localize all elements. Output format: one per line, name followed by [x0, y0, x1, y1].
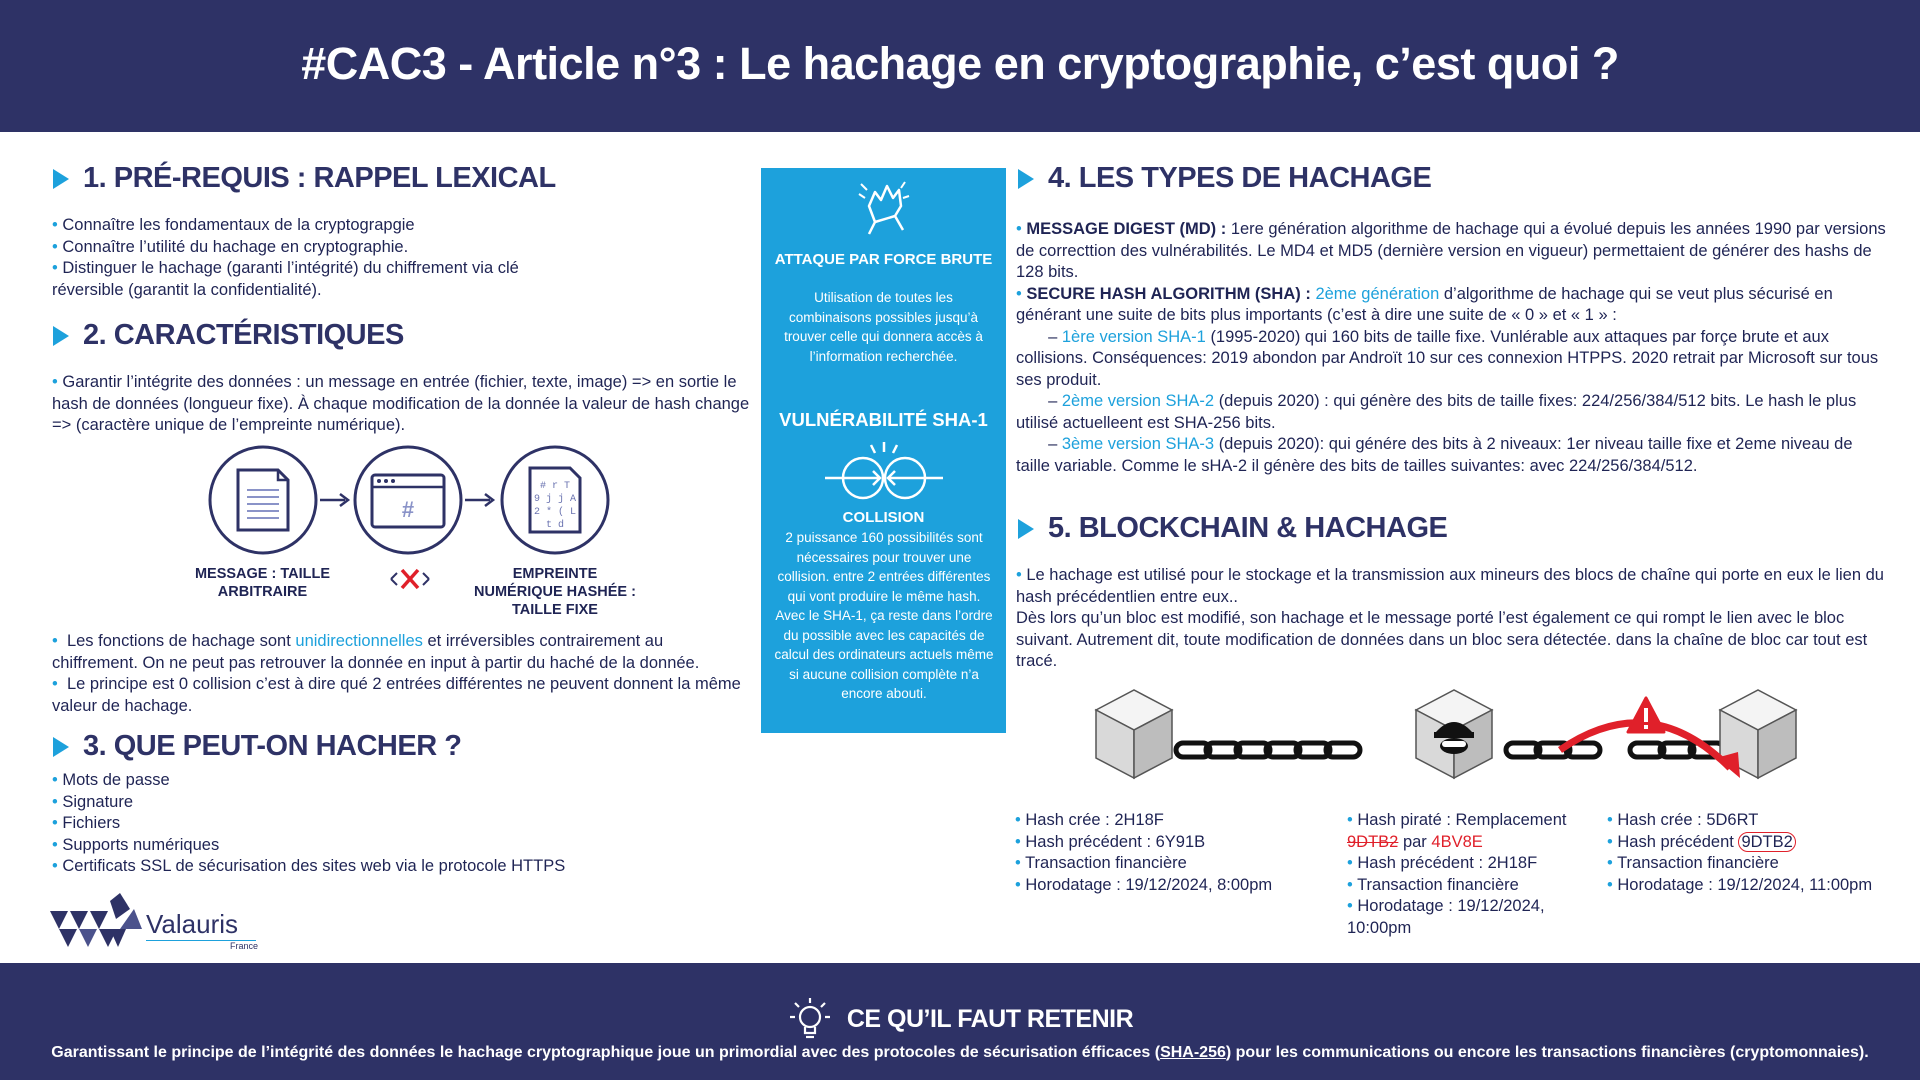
list-item: • Signature: [52, 792, 134, 811]
blockchain-diagram: [1090, 688, 1820, 798]
footer-title: CE QU’IL FAUT RETENIR: [0, 995, 1920, 1043]
fist-punch-icon: [855, 176, 913, 240]
valauris-logo: [50, 893, 280, 953]
hashed-file-icon: [502, 447, 608, 553]
triangle-bullet-icon: [1018, 519, 1034, 539]
logo-name: Valauris: [146, 909, 239, 939]
list-item: – 2ème version SHA-2 (depuis 2020) : qui génère des bits de taille fixes: 224/256/384/512 bits. Le hash le plus utilisé actuelleent est SHA-256 bits.: [1016, 392, 1857, 432]
warning-icon: [1628, 698, 1664, 732]
valauris-logo-icon: [50, 893, 142, 953]
list-item: • Mots de passe: [52, 771, 170, 789]
vuln-title: VULNÉRABILITÉ SHA-1: [779, 409, 988, 430]
triangle-bullet-icon: [53, 737, 69, 757]
collision-text: 2 puissance 160 possibilités sont nécessaires pour trouver une collision. entre 2 entrées différentes qui vont produire le même hash. Avec le SHA-1, ça reste dans l’ordre du possible avec les capacités de calcul des ordinateurs actuels même si aucune collision complète n’a encore abouti.: [774, 530, 994, 701]
list-item: • Transaction financière: [1347, 875, 1519, 894]
svg-text:2 * ( L: 2 * ( L: [533, 507, 577, 518]
no-reverse-icon: [385, 566, 435, 592]
arrow-right-icon: [465, 494, 493, 506]
svg-text:9 j j A: 9 j j A: [533, 494, 577, 505]
list-item: – 3ème version SHA-3 (depuis 2020): qui génére des bits à 2 niveaux: 1er niveau taille fixe et 2eme niveau de taille variable. Comme le sHA-2 il génère des bits de tailles suivantes: avec 224/256/384/512.: [1016, 435, 1853, 475]
section2-intro: • Garantir l’intégrite des données : un message en entrée (fichier, texte, image) => en sortie le hash de données (longueur fixe). À chaque modification de la donnée la valeur de hash change => (caractère unique de l’empreinte numérique).: [52, 373, 750, 434]
block-cube-icon: [1096, 690, 1172, 778]
list-item: – 1ère version SHA-1 (1995-2020) qui 160 bits de taille fixe. Vunlérable aux attaques par forçe brute et aux collisions. Conséquences: 2019 abondon par Androït 10 sur ces connexion HTPPS. 2020 retrait par Microsoft sur tous ses produit.: [1016, 327, 1879, 389]
info-sidebox: [761, 168, 1006, 733]
list-item: • Hash précédent 9DTB2: [1607, 832, 1907, 854]
collision-icon: [823, 440, 945, 504]
page-title: #CAC3 - Article n°3 : Le hachage en cryptographie, c’est quoi ?: [301, 38, 1619, 89]
header-banner: [0, 0, 1920, 132]
section4-body: [1016, 219, 1886, 477]
block1-info: [1015, 810, 1335, 896]
lightbulb-icon: [787, 995, 833, 1043]
hash-symbol: #: [401, 497, 415, 522]
chain-links-icon: [1176, 743, 1360, 757]
list-item: • Hash précédent : 6Y91B: [1015, 832, 1206, 851]
list-item: • Les fonctions de hachage sont unidirectionnelles et irréversibles contrairement au chiffrement. On ne peut pas retrouver la donnée en input à partir du haché de la donnée.: [52, 632, 700, 672]
section2-title: 2. CARACTÉRISTIQUES: [53, 319, 404, 352]
section1-list: [52, 215, 572, 301]
list-item: • Distinguer le hachage (garanti l’intégrité) du chiffrement via clé réversible (garantit la confidentialité).: [52, 259, 519, 299]
section1-title: 1. PRÉ-REQUIS : RAPPEL LEXICAL: [53, 162, 556, 195]
svg-text:t d: t d: [545, 520, 565, 531]
section5-body: [1016, 565, 1886, 673]
list-item: • Horodatage : 19/12/2024, 11:00pm: [1607, 875, 1873, 894]
list-item: • Connaître l’utilité du hachage en cryptographie.: [52, 237, 409, 256]
list-item: • Supports numériques: [52, 835, 220, 854]
list-item: 9DTB2 par 4BV8E: [1347, 832, 1483, 851]
block2-info: [1347, 810, 1607, 939]
list-item: • Transaction financière: [1015, 854, 1187, 872]
collision-title: COLLISION: [842, 509, 925, 526]
block3-info: [1607, 810, 1907, 896]
section3-list: [52, 770, 752, 878]
list-item: • Le principe est 0 collision c’est à dire qué 2 entrées différentes ne peuvent donnent la même valeur de hachage.: [52, 675, 741, 715]
section5-title: 5. BLOCKCHAIN & HACHAGE: [1018, 512, 1447, 545]
logo-sub: France: [230, 941, 259, 951]
list-item: • SECURE HASH ALGORITHM (SHA) : 2ème génération d’algorithme de hachage qui se veut plus sécurisé en générant une suite de bits plus importants (c’est à dire une suite de « 0 » et « 1 » :: [1016, 284, 1833, 324]
section3-title: 3. QUE PEUT-ON HACHER ?: [53, 730, 461, 763]
list-item: • Certificats SSL de sécurisation des sites web via le protocole HTTPS: [52, 857, 566, 875]
list-item: • Horodatage : 19/12/2024, 10:00pm: [1347, 897, 1545, 937]
paragraph: • Le hachage est utilisé pour le stockage et la transmission aux mineurs des blocs de chaîne qui porte en eux le lien du hash précédentlien entre eux..: [1016, 566, 1884, 606]
list-item: • Hash crée : 2H18F: [1015, 811, 1164, 829]
list-item: • Hash piraté : Remplacement: [1347, 811, 1567, 829]
list-item: • MESSAGE DIGEST (MD) : 1ere génération algorithme de hachage qui a évolué depuis les années 1990 par versions de correcttion des vulnérabilités. Le MD4 et MD5 (dernière version en vigueur) permettaient de générer des hashs de 128 bits.: [1016, 220, 1886, 281]
label-hash: EMPREINTE NUMÉRIQUE HASHÉE : TAILLE FIXE: [474, 566, 636, 618]
document-icon: [210, 447, 316, 553]
attack-text: Utilisation de toutes les combinaisons possibles jusqu’à trouver celle qui donnera accès à l’information recherchée.: [784, 290, 983, 364]
list-item: • Hash crée : 5D6RT: [1607, 811, 1759, 829]
paragraph: Dès lors qu’un bloc est modifié, son hachage et le message porté l’est également ce qui rompt le lien avec le bloc suivant. Autrement dit, toute modification de données dans un bloc sera détectée. dans la chaîne de bloc car tout est tracé.: [1016, 609, 1868, 670]
hash-window-icon: [355, 447, 461, 553]
list-item: • Transaction financière: [1607, 854, 1779, 872]
svg-text:# r T: # r T: [539, 481, 571, 492]
chain-links-icon: [1506, 743, 1724, 757]
footer-banner: [0, 963, 1920, 1080]
section2-bullets: [52, 631, 752, 717]
arrow-right-icon: [320, 494, 348, 506]
list-item: • Fichiers: [52, 814, 121, 832]
attack-title: ATTAQUE PAR FORCE BRUTE: [774, 251, 993, 268]
list-item: • Hash précédent : 2H18F: [1347, 854, 1538, 872]
triangle-bullet-icon: [1018, 169, 1034, 189]
triangle-bullet-icon: [53, 169, 69, 189]
triangle-bullet-icon: [53, 326, 69, 346]
section4-title: 4. LES TYPES DE HACHAGE: [1018, 162, 1431, 195]
label-message: MESSAGE : TAILLE ARBITRAIRE: [194, 566, 331, 600]
list-item: • Horodatage : 19/12/2024, 8:00pm: [1015, 875, 1273, 894]
list-item: • Connaître les fondamentaux de la cryptograpgie: [52, 216, 415, 234]
footer-text: Garantissant le principe de l’intégrité des données le hachage cryptographique joue un primordial avec des protocoles de sécurisation éfficaces (SHA-256) pour les communications ou encore les transactions financières (cryptomonnaies).: [51, 1044, 1869, 1061]
hash-diagram: [200, 442, 620, 562]
